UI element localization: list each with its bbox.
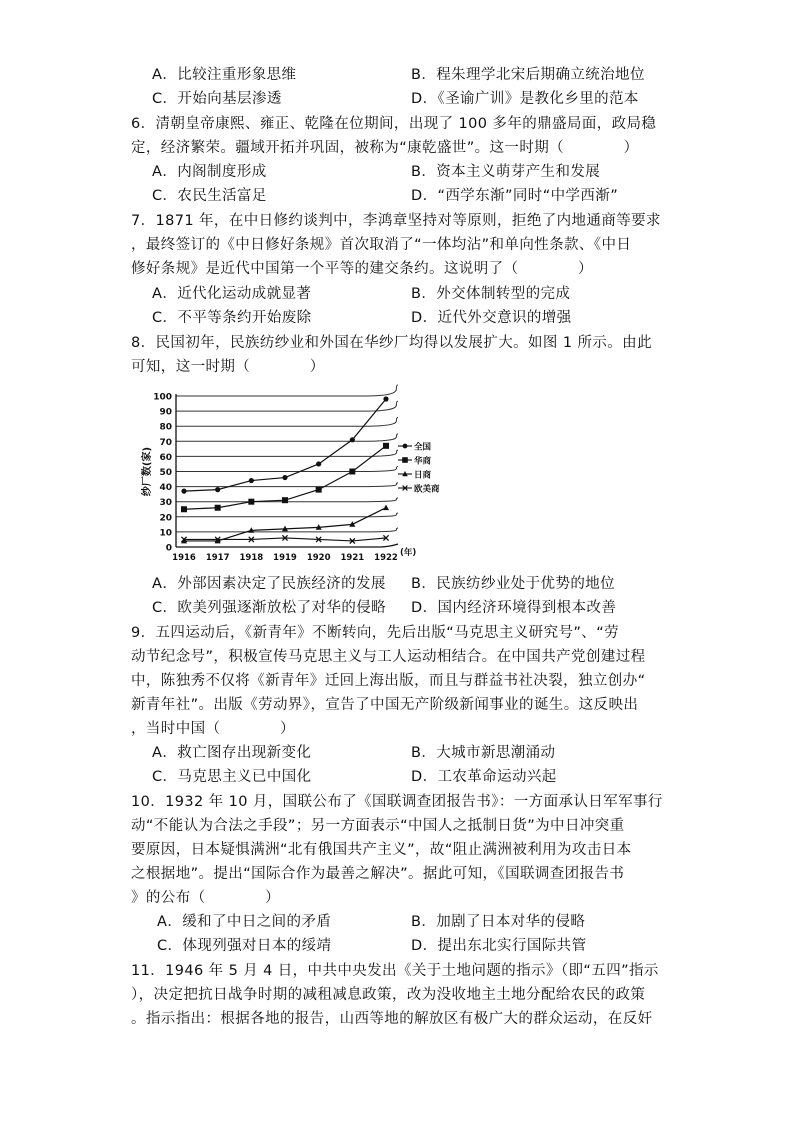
x-tick-label: 1922 (374, 553, 398, 563)
q5-option-a: A．比较注重形象思维 (152, 67, 297, 83)
q6-stem-line-2: 定，经济繁荣。疆域开拓并巩固，被称为“康乾盛世”。这一时期（ ） (131, 140, 639, 156)
q7-option-a: A．近代化运动成就显著 (152, 286, 312, 302)
data-point (282, 497, 288, 503)
legend-label: 日商 (414, 470, 432, 481)
data-point (181, 489, 186, 494)
q6-stem-line-1: 6．清朝皇帝康熙、雍正、乾隆在位期间，出现了 100 多年的鼎盛局面，政局稳 (131, 116, 657, 132)
q9-option-b: B．大城市新思潮涌动 (411, 745, 556, 761)
q7-stem-line-1: 7．1871 年，在中日修约谈判中，李鸿章坚持对等原则，拒绝了内地通商等要求 (131, 213, 661, 229)
q5-option-b: B．程朱理学北宋后期确立统治地位 (411, 67, 645, 83)
q11-stem-line-1: 11．1946 年 5 月 4 日，中共中央发出《关于土地问题的指示》（即“五四”指示 (131, 963, 659, 979)
legend-label: 华商 (414, 456, 432, 467)
data-point (249, 478, 254, 483)
x-tick-label: 1918 (239, 553, 264, 563)
q10-stem-line-5: 》的公布（ ） (131, 890, 280, 906)
y-tick-label: 40 (159, 483, 172, 494)
y-tick-label: 80 (159, 422, 172, 433)
q8-option-d: D．国内经济环境得到根本改善 (411, 600, 617, 616)
x-axis (176, 544, 398, 547)
q6-option-d: D．“西学东渐”同时“中学西渐” (411, 188, 619, 204)
data-point (349, 469, 355, 475)
q5-option-c: C．开始向基层渗透 (152, 91, 282, 107)
x-tick-label: 1916 (172, 553, 196, 563)
data-point (282, 475, 287, 480)
q9-stem-line-2: 动节纪念号”，积极宣传马克思主义与工人运动相结合。在中国共产党创建过程 (131, 649, 646, 665)
grid-line (176, 401, 398, 411)
q7-option-b: B．外交体制转型的完成 (411, 286, 571, 302)
q9-option-d: D．工农革命运动兴起 (411, 769, 557, 785)
q7-option-d: D．近代外交意识的增强 (411, 310, 572, 326)
y-tick-label: 30 (159, 498, 172, 509)
q10-option-a: A．缓和了中日之间的矛盾 (157, 914, 332, 930)
q11-stem-line-3: 。指示指出：根据各地的报告，山西等地的解放区有极广大的群众运动，在反奸 (131, 1011, 653, 1027)
q6-option-a: A．内阁制度形成 (152, 164, 267, 180)
y-tick-label: 50 (159, 468, 172, 478)
data-point (248, 499, 254, 505)
grid-line (176, 450, 398, 457)
q10-option-c: C．体现列强对日本的绥靖 (157, 938, 332, 954)
q7-stem-line-3: 修好条规》是近代中国第一个平等的建交条约。这说明了（ ） (131, 261, 593, 277)
grid-line (176, 483, 398, 487)
y-tick-label: 90 (159, 407, 172, 418)
x-tick-label: 1921 (340, 553, 365, 563)
q9-stem-line-3: 中，陈独秀不仅将《新青年》迁回上海出版，而且与群益书社决裂，独立创办“ (131, 673, 646, 689)
data-point (215, 505, 221, 511)
q6-option-b: B．资本主义萌芽产生和发展 (411, 164, 601, 180)
q8-option-c: C．欧美列强逐渐放松了对华的侵略 (152, 600, 387, 616)
q10-stem-line-1: 10．1932 年 10 月，国联公布了《国联调查团报告书》：一方面承认日军军事行 (131, 794, 663, 810)
q9-option-a: A．救亡图存出现新变化 (152, 745, 312, 761)
y-axis-label: 纱厂数(家) (142, 446, 153, 497)
q10-stem-line-2: 动“不能认为合法之手段”；另一方面表示“中国人之抵制日货”为中日冲突重 (131, 818, 625, 834)
q9-stem-line-4: 新青年社”。出版《劳动界》，宣告了中国无产阶级新闻事业的诞生。这反映出 (131, 697, 639, 713)
y-tick-label: 60 (159, 452, 172, 463)
q8-option-a: A．外部因素决定了民族经济的发展 (152, 576, 386, 592)
x-tick-label: 1919 (273, 553, 297, 563)
q9-stem-line-1: 9．五四运动后，《新青年》不断转向，先后出版“马克思主义研究号”、“劳 (131, 625, 620, 641)
data-point (316, 487, 322, 493)
q9-stem-line-5: ，当时中国（ ） (131, 721, 295, 737)
q10-option-b: B．加剧了日本对华的侵略 (411, 914, 586, 930)
spinning-mill-chart (140, 384, 440, 570)
data-point (383, 443, 389, 449)
series-line (184, 508, 386, 541)
legend-marker (403, 444, 408, 449)
q9-option-c: C．马克思主义已中国化 (152, 769, 312, 785)
q8-option-b: B．民族纺纱业处于优势的地位 (411, 576, 616, 592)
grid-line (176, 513, 398, 517)
q10-stem-line-4: 之根据地”。提出“国际合作为最善之解决”。据此可知，《国联调查团报告书 (131, 866, 625, 882)
q10-stem-line-3: 要原因，日本疑惧满洲“北有俄国共产主义”，故“阻止满洲被利用为攻击日本 (131, 842, 632, 858)
q8-stem-line-2: 可知，这一时期（ ） (131, 359, 325, 375)
x-tick-label: 1917 (205, 553, 230, 563)
q7-option-c: C．不平等条约开始废除 (152, 310, 312, 326)
data-point (383, 396, 388, 401)
y-tick-label: 10 (159, 528, 172, 539)
grid-line (176, 434, 398, 442)
x-axis-unit: (年) (400, 548, 417, 558)
q11-stem-line-2: ），决定把抗日战争时期的减租减息政策，改为没收地主土地分配给农民的政策 (131, 987, 646, 1003)
legend-label: 全国 (414, 442, 432, 453)
q7-stem-line-2: ，最终签订的《中日修好条规》首次取消了“一体均沾”和单向性条款、《中日 (131, 237, 632, 253)
q10-option-d: D．提出东北实行国际共管 (411, 938, 587, 954)
q5-option-d: D．《圣谕广训》是教化乡里的范本 (411, 91, 639, 107)
data-point (215, 487, 220, 492)
data-point (383, 505, 389, 511)
data-point (181, 506, 187, 512)
legend-label: 欧美商 (414, 484, 440, 495)
y-tick-label: 20 (159, 513, 172, 524)
y-tick-label: 0 (165, 543, 172, 554)
legend-marker (402, 457, 408, 463)
y-tick-label: 70 (159, 437, 172, 448)
q6-option-c: C．农民生活富足 (152, 188, 267, 204)
y-tick-label: 100 (153, 392, 172, 403)
grid-line (176, 385, 398, 396)
data-point (350, 437, 355, 442)
x-tick-label: 1920 (306, 553, 331, 563)
q8-stem-line-1: 8．民国初年，民族纺纱业和外国在华纱厂均得以发展扩大。如图 1 所示。由此 (131, 335, 652, 351)
grid-line (176, 466, 398, 471)
data-point (316, 461, 321, 466)
